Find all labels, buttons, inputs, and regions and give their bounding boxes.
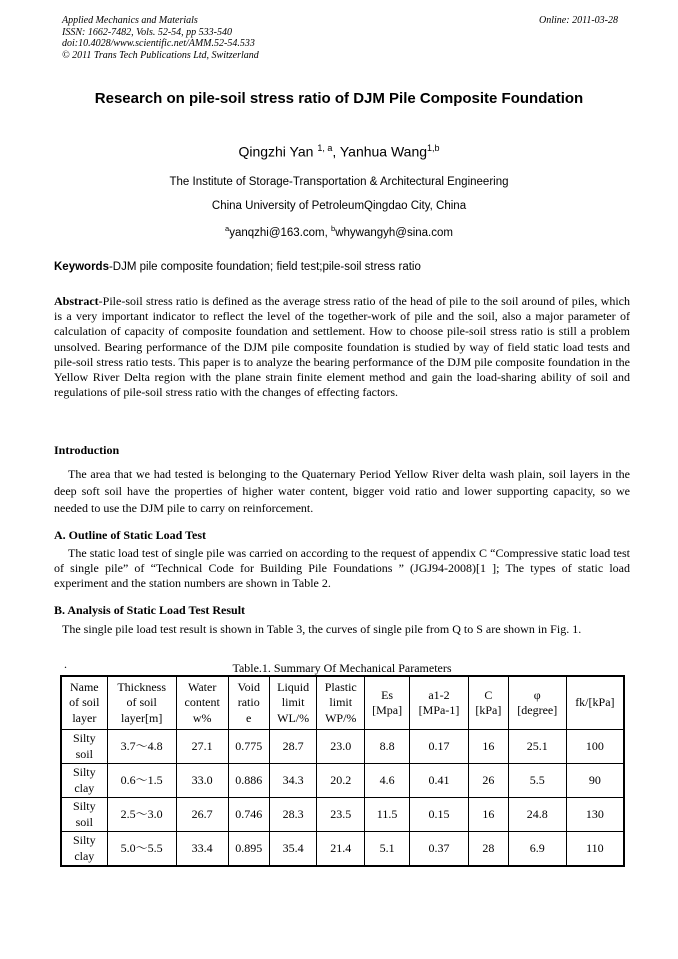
table-cell: 0.17 [410, 730, 469, 764]
table-cell: 2.5～3.0 [107, 798, 176, 832]
table-header-cell [508, 676, 566, 730]
affiliation-university: China University of PetroleumQingdao City, China [211, 200, 467, 212]
table-cell: 110 [566, 832, 624, 867]
table-cell: 0.886 [228, 764, 269, 798]
soil-name-text: Silty [72, 731, 96, 745]
journal-header [62, 15, 618, 61]
soil-name-text: soil [75, 746, 93, 761]
table-header-text: φ [533, 687, 541, 702]
soil-name-cell [61, 730, 107, 764]
mechanical-parameters-table [60, 675, 625, 867]
online-date: Online: 2011-03-28 [539, 15, 618, 26]
table-cell: 100 [566, 730, 624, 764]
email-superscript: a [225, 224, 230, 233]
table-header-text: Name [69, 679, 99, 694]
abstract-label: Abstract [54, 294, 99, 308]
table-header-text: Liquid [277, 679, 310, 694]
section-a-heading: A. Outline of Static Load Test [54, 528, 207, 542]
table-header-text: Void [237, 679, 260, 694]
author-name: Qingzhi Yan [238, 143, 314, 160]
table-header-cell [566, 676, 624, 730]
table-header-text: limit [329, 695, 353, 710]
abstract [54, 294, 630, 400]
soil-name-text: clay [74, 848, 95, 863]
table-cell: 0.41 [410, 764, 469, 798]
table-cell: 23.0 [317, 730, 365, 764]
table-header-text: WP/% [325, 710, 357, 725]
table-header-cell [269, 676, 317, 730]
introduction-heading: Introduction [54, 443, 120, 457]
email-a: yanqzhi@163.com, [229, 226, 332, 239]
table-header-text: Water [187, 679, 217, 694]
table-header-text: content [184, 695, 220, 710]
author-separator: , [332, 143, 340, 160]
keywords-text: -DJM pile composite foundation; field test;pile-soil stress ratio [108, 261, 421, 273]
soil-name-text: clay [74, 780, 95, 795]
table-row [61, 798, 624, 832]
table-cell: 34.3 [269, 764, 317, 798]
table-cell: 21.4 [317, 832, 365, 867]
table-header-cell [61, 676, 107, 730]
table-cell: 16 [468, 730, 508, 764]
copyright-line: © 2011 Trans Tech Publications Ltd, Switzerland [62, 49, 259, 61]
soil-name-text: soil [75, 814, 93, 829]
table-cell: 8.8 [365, 730, 410, 764]
table-cell: 16 [468, 798, 508, 832]
table-header-text: w% [192, 710, 212, 725]
table-header-text: [degree] [517, 703, 558, 717]
table-header-text: of soil [126, 695, 157, 710]
author-superscript: 1,b [427, 143, 440, 153]
paper-title: Research on pile-soil stress ratio of DJM Pile Composite Foundation [94, 90, 584, 107]
table-cell: 28 [468, 832, 508, 867]
table-cell: 0.6～1.5 [107, 764, 176, 798]
table-header-text: a1-2 [428, 687, 450, 702]
table-cell: 27.1 [176, 730, 228, 764]
table-cell: 3.7～4.8 [107, 730, 176, 764]
section-a-text: The static load test of single pile was carried on according to the request of appendix C “Compressive static load test of single pile” of “Technical Code for Building Pile Foundations ” (JGJ94-2008)[1 ]; The types of static load experiment and the station numbers are shown in Table 2. [54, 546, 630, 591]
soil-name-cell [61, 832, 107, 867]
table-header-text: layer[m] [121, 710, 163, 725]
author-line [40, 143, 638, 160]
soil-name-text: Silty [72, 765, 96, 779]
affiliation-institute: The Institute of Storage-Transportation & Architectural Engineering [169, 176, 509, 188]
soil-name-cell [61, 798, 107, 832]
table-header-text: [kPa] [475, 703, 502, 717]
table-cell: 0.37 [410, 832, 469, 867]
abstract-text: -Pile-soil stress ratio is defined as the average stress ratio of the head of pile to the soil around of piles, which is a very important indicator to reflect the level of the together-work of pile and the soil, also a major parameter of calculation of capacity of composite foundation and settlement. How to choose pile-soil stress ratio is still a problem unsolved. Bearing performance of the DJM pile composite foundation is studied by way of field static load tests and pile-soil stress ratio tests. This paper is to analyze the bearing performance of the DJM pile composite foundation in the Yellow River Delta region with the plane strain finite element method and gain the load-sharing ability of soil and regulations of pile-soil stress ratio with the changes of effecting factors. [54, 294, 630, 400]
table-cell: 11.5 [365, 798, 410, 832]
table-cell: 23.5 [317, 798, 365, 832]
table-header-text: Es [381, 687, 394, 702]
email-superscript: b [331, 224, 336, 233]
table-cell: 26.7 [176, 798, 228, 832]
table-row [61, 832, 624, 867]
table-cell: 25.1 [508, 730, 566, 764]
author-superscript: 1, a [317, 143, 333, 153]
section-b-heading: B. Analysis of Static Load Test Result [54, 603, 246, 617]
table-cell: 33.4 [176, 832, 228, 867]
section-b-text: The single pile load test result is shown in Table 3, the curves of single pile from Q to S are shown in Fig. 1. [62, 622, 582, 636]
table-cell: 90 [566, 764, 624, 798]
soil-name-text: Silty [72, 833, 96, 847]
soil-name-text: Silty [72, 799, 96, 813]
table-cell: 0.15 [410, 798, 469, 832]
table-header-text: Plastic [324, 679, 357, 694]
table-cell: 5.5 [508, 764, 566, 798]
table-cell: 33.0 [176, 764, 228, 798]
table-header-text: of soil [69, 695, 100, 710]
table-header-text: limit [281, 695, 305, 710]
table-cell: 5.0～5.5 [107, 832, 176, 867]
email-line [40, 224, 638, 239]
doi-line: doi:10.4028/www.scientific.net/AMM.52-54.533 [62, 38, 255, 49]
table-caption-dot: . [64, 657, 67, 671]
table-header-text: e [246, 710, 252, 725]
table-cell: 28.7 [269, 730, 317, 764]
table-cell: 20.2 [317, 764, 365, 798]
table-header-text: ratio [237, 695, 260, 710]
table-header-text: fk/[kPa] [575, 695, 615, 710]
table-cell: 5.1 [365, 832, 410, 867]
table-header-cell [176, 676, 228, 730]
table-cell: 24.8 [508, 798, 566, 832]
table-cell: 0.895 [228, 832, 269, 867]
table-header-cell [468, 676, 508, 730]
table-header-text: C [484, 687, 493, 702]
table-cell: 26 [468, 764, 508, 798]
table-header-text: Thickness [117, 679, 166, 694]
table-header-text: WL/% [277, 710, 310, 725]
table-cell: 0.775 [228, 730, 269, 764]
keywords-label: Keywords [54, 261, 109, 273]
table-header-cell [107, 676, 176, 730]
table-caption [54, 657, 630, 676]
table-header-text: [MPa-1] [418, 703, 460, 717]
table-row [61, 764, 624, 798]
journal-name: Applied Mechanics and Materials [62, 15, 198, 26]
table-cell: 6.9 [508, 832, 566, 867]
table-cell: 4.6 [365, 764, 410, 798]
issn-line: ISSN: 1662-7482, Vols. 52-54, pp 533-540 [62, 26, 232, 38]
table-cell: 35.4 [269, 832, 317, 867]
table-header-cell [228, 676, 269, 730]
table-header-row [61, 676, 624, 730]
table-header-text: [Mpa] [372, 703, 403, 717]
table-header-cell [365, 676, 410, 730]
table-cell: 28.3 [269, 798, 317, 832]
table-header-cell [410, 676, 469, 730]
table-header-cell [317, 676, 365, 730]
keywords [54, 261, 630, 273]
table-cell: 130 [566, 798, 624, 832]
table-caption-text: Table.1. Summary Of Mechanical Parameters [232, 661, 452, 675]
table-row [61, 730, 624, 764]
email-b: whywangyh@sina.com [335, 226, 453, 239]
table-cell: 0.746 [228, 798, 269, 832]
table-header-text: layer [72, 710, 97, 725]
introduction-text: The area that we had tested is belonging to the Quaternary Period Yellow River delta wash plain, soil layers in the deep soft soil have the properties of higher water content, bigger void ratio and lower supporting capacity, so we needed to use the DJM pile to carry on reinforcement. [54, 467, 630, 515]
soil-name-cell [61, 764, 107, 798]
author-name: Yanhua Wang [339, 143, 428, 160]
